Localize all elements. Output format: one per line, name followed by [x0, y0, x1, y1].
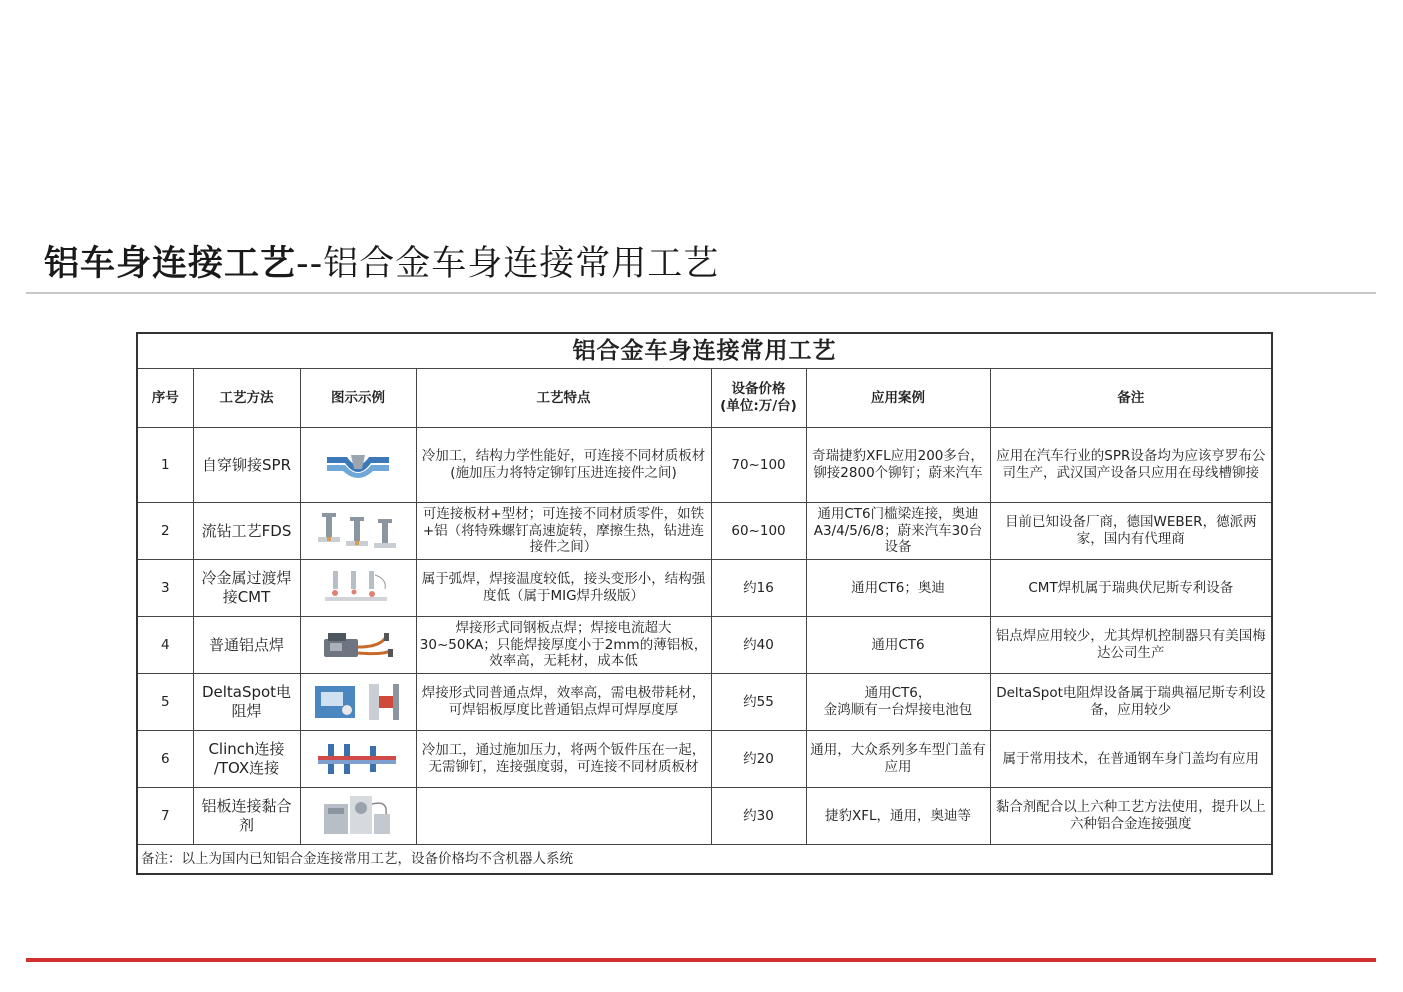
table-row: [137, 731, 1272, 788]
adhesive-dispensing-equipment-icon: [322, 794, 394, 838]
table-footnote: 备注：以上为国内已知铝合金连接常用工艺，设备价格均不含机器人系统: [137, 845, 1272, 875]
cell-features: 可连接板材+型材；可连接不同材质零件，如铁+铝（将特殊螺钉高速旋转，摩擦生热，钻进连接件之间）: [416, 503, 711, 560]
cell-cases: 奇瑞捷豹XFL应用200多台，铆接2800个铆钉；蔚来汽车: [806, 428, 990, 503]
cell-notes: 黏合剂配合以上六种工艺方法使用，提升以上六种铝合金连接强度: [990, 788, 1272, 845]
cell-illustration: [300, 788, 416, 845]
features-line1: 冷加工，结构力学性能好，可连接不同材质板材: [421, 448, 706, 465]
cell-illustration: [300, 560, 416, 617]
cell-illustration: [300, 428, 416, 503]
table-row: [137, 560, 1272, 617]
cases-line2: 金鸿顺有一台焊接电池包: [823, 702, 973, 718]
spot-welding-gun-icon: [320, 627, 396, 663]
table-row: [137, 503, 1272, 560]
cell-features: 冷加工，通过施加压力，将两个钣件压在一起，无需铆钉，连接强度弱，可连接不同材质板材: [416, 731, 711, 788]
table-row: [137, 428, 1272, 503]
method-line2: /TOX连接: [213, 759, 280, 777]
cmt-welding-process-icon: [325, 569, 391, 607]
cell-notes: 属于常用技术，在普通钢车身门盖均有应用: [990, 731, 1272, 788]
table-row: [137, 617, 1272, 674]
cell-price: 约40: [711, 617, 806, 674]
table-row: [137, 674, 1272, 731]
cell-index: 6: [137, 731, 193, 788]
cell-notes: CMT焊机属于瑞典伏尼斯专利设备: [990, 560, 1272, 617]
cell-cases: 通用CT6；奥迪: [806, 560, 990, 617]
cell-index: 2: [137, 503, 193, 560]
bottom-accent-bar: [26, 958, 1376, 962]
cell-notes: 铝点焊应用较少，尤其焊机控制器只有美国梅达公司生产: [990, 617, 1272, 674]
cell-cases: 通用CT6门槛梁连接，奥迪A3/4/5/6/8；蔚来汽车30台设备: [806, 503, 990, 560]
page-title: [44, 236, 719, 286]
cell-method: 自穿铆接SPR: [193, 428, 300, 503]
cell-features: 焊接形式同钢板点焊；焊接电流超大30~50KA；只能焊接厚度小于2mm的薄铝板，效率高，无耗材，成本低: [416, 617, 711, 674]
clinch-joint-icon: [318, 742, 398, 776]
header-method: 工艺方法: [193, 369, 300, 428]
header-illustration: 图示示例: [300, 369, 416, 428]
cell-method: 流钻工艺FDS: [193, 503, 300, 560]
cell-price: 约30: [711, 788, 806, 845]
cell-notes: 应用在汽车行业的SPR设备均为应该亨罗布公司生产，武汉国产设备只应用在母线槽铆接: [990, 428, 1272, 503]
spr-rivet-cross-section-icon: [325, 451, 391, 479]
table-caption: 铝合金车身连接常用工艺: [137, 333, 1272, 369]
cell-cases: [806, 674, 990, 731]
cell-method: 铝板连接黏合剂: [193, 788, 300, 845]
method-line1: Clinch连接: [208, 740, 285, 759]
header-index: 序号: [137, 369, 193, 428]
cell-features: 焊接形式同普通点焊，效率高，需电极带耗材，可焊铝板厚度比普通铝点焊可焊厚度厚: [416, 674, 711, 731]
header-features: 工艺特点: [416, 369, 711, 428]
cell-illustration: [300, 617, 416, 674]
process-table: [136, 332, 1273, 875]
cell-cases: 捷豹XFL，通用，奥迪等: [806, 788, 990, 845]
cases-line1: 通用CT6，: [864, 685, 932, 702]
header-price: [711, 369, 806, 428]
header-notes: 备注: [990, 369, 1272, 428]
cell-method: 冷金属过渡焊接CMT: [193, 560, 300, 617]
page-title-sub: --铝合金车身连接常用工艺: [296, 244, 720, 284]
cell-price: 60~100: [711, 503, 806, 560]
cell-index: 1: [137, 428, 193, 503]
cell-price: 约16: [711, 560, 806, 617]
cell-method: [193, 731, 300, 788]
cell-method: DeltaSpot电阻焊: [193, 674, 300, 731]
flow-drill-screw-sequence-icon: [318, 511, 398, 551]
table-footnote-row: [137, 845, 1272, 875]
cell-features: [416, 788, 711, 845]
cell-illustration: [300, 731, 416, 788]
cell-method: 普通铝点焊: [193, 617, 300, 674]
cell-features: [416, 428, 711, 503]
header-price-line1: 设备价格: [731, 381, 786, 398]
table-row: [137, 788, 1272, 845]
cell-features: 属于弧焊，焊接温度较低，接头变形小，结构强度低（属于MIG焊升级版）: [416, 560, 711, 617]
cell-cases: 通用CT6: [806, 617, 990, 674]
cell-illustration: [300, 503, 416, 560]
table-caption-row: [137, 333, 1272, 369]
cell-price: 约20: [711, 731, 806, 788]
cell-index: 4: [137, 617, 193, 674]
cell-illustration: [300, 674, 416, 731]
features-line2: (施加压力将特定铆钉压进连接件之间): [450, 465, 677, 481]
cell-cases: 通用，大众系列多车型门盖有应用: [806, 731, 990, 788]
cell-notes: 目前已知设备厂商，德国WEBER，德派两家，国内有代理商: [990, 503, 1272, 560]
deltaspot-welding-icon: [313, 682, 403, 722]
cell-price: 70~100: [711, 428, 806, 503]
cell-notes: DeltaSpot电阻焊设备属于瑞典福尼斯专利设备，应用较少: [990, 674, 1272, 731]
page-title-main: 铝车身连接工艺: [44, 244, 297, 284]
cell-index: 5: [137, 674, 193, 731]
cell-index: 7: [137, 788, 193, 845]
cell-price: 约55: [711, 674, 806, 731]
header-price-line2: (单位:万/台): [720, 398, 797, 414]
table-header-row: [137, 369, 1272, 428]
header-cases: 应用案例: [806, 369, 990, 428]
title-divider: [26, 292, 1376, 294]
cell-index: 3: [137, 560, 193, 617]
